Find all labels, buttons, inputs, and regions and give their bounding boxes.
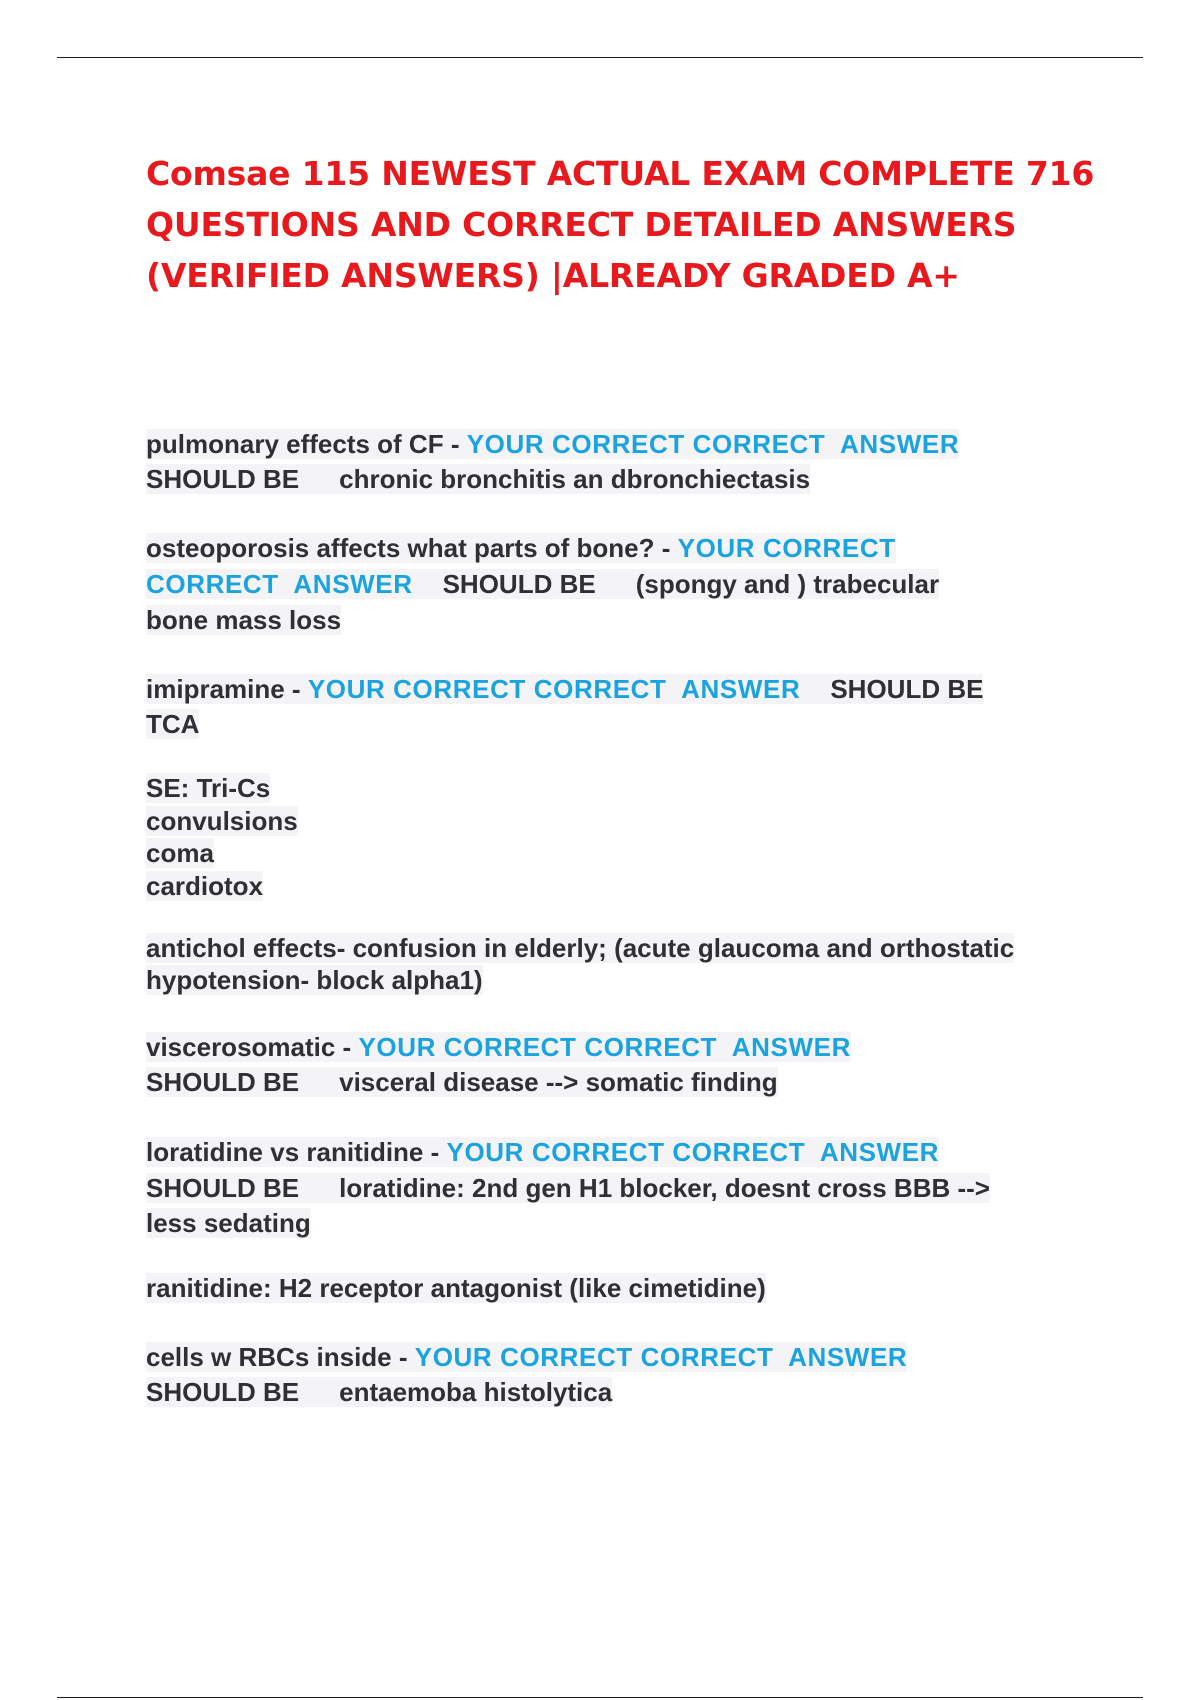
- answer-text: bone mass loss: [146, 605, 342, 635]
- qa-item: [146, 672, 1106, 742]
- note-line: hypotension- block alpha1): [146, 965, 483, 995]
- note-line: SE: Tri-Cs: [146, 773, 271, 803]
- qa-item: [146, 427, 1106, 497]
- answer-text: chronic bronchitis an dbronchiectasis: [339, 464, 811, 494]
- notes-block: [146, 772, 1106, 902]
- should-be-label: SHOULD BE: [146, 1377, 300, 1407]
- qa-item: [146, 1340, 1106, 1410]
- should-be-label: SHOULD BE: [146, 1067, 300, 1097]
- title-line: Comsae 115 NEWEST ACTUAL EXAM COMPLETE 716: [146, 154, 1095, 193]
- question-text: loratidine vs ranitidine -: [146, 1137, 447, 1167]
- answer-text: (spongy and ) trabecular: [635, 569, 940, 599]
- notes-block: [146, 932, 1106, 996]
- answer-text: visceral disease --> somatic finding: [339, 1067, 778, 1097]
- answer-label: YOUR CORRECT CORRECT ANSWER: [466, 429, 960, 459]
- document-title: [146, 148, 1106, 301]
- note-line: coma: [146, 838, 214, 868]
- note-line: ranitidine: H2 receptor antagonist (like cimetidine): [146, 1273, 766, 1303]
- question-text: osteoporosis affects what parts of bone? -: [146, 533, 678, 563]
- notes-block: [146, 1271, 1106, 1306]
- note-line: cardiotox: [146, 870, 264, 901]
- note-line: convulsions: [146, 805, 298, 836]
- should-be-label: SHOULD BE: [146, 1173, 300, 1203]
- qa-item: [146, 531, 1106, 638]
- answer-label: YOUR CORRECT CORRECT ANSWER: [414, 1342, 908, 1372]
- answer-label: YOUR CORRECT: [677, 533, 896, 563]
- question-text: viscerosomatic -: [146, 1032, 359, 1062]
- answer-label: CORRECT ANSWER: [146, 569, 413, 599]
- should-be-label: SHOULD BE: [146, 464, 300, 494]
- answer-text: entaemoba histolytica: [339, 1377, 613, 1407]
- qa-item: [146, 1134, 1106, 1241]
- answer-text: TCA: [146, 709, 200, 739]
- should-be-label: SHOULD BE: [830, 674, 984, 704]
- question-text: imipramine -: [146, 674, 308, 704]
- note-line: antichol effects- confusion in elderly; (acute glaucoma and orthostatic: [146, 933, 1015, 963]
- answer-label: YOUR CORRECT CORRECT ANSWER: [307, 674, 801, 704]
- answer-label: YOUR CORRECT CORRECT ANSWER: [358, 1032, 851, 1062]
- answer-text: less sedating: [146, 1208, 311, 1238]
- title-line: (VERIFIED ANSWERS) |ALREADY GRADED A+: [146, 256, 960, 295]
- question-text: cells w RBCs inside -: [146, 1342, 415, 1372]
- top-rule: [57, 57, 1143, 58]
- should-be-label: SHOULD BE: [442, 569, 596, 599]
- answer-label: YOUR CORRECT CORRECT ANSWER: [446, 1137, 940, 1167]
- qa-item: [146, 1030, 1106, 1100]
- qa-list: [146, 427, 1106, 1410]
- question-text: pulmonary effects of CF -: [146, 429, 467, 459]
- bottom-rule: [57, 1697, 1143, 1698]
- title-line: QUESTIONS AND CORRECT DETAILED ANSWERS: [146, 205, 1017, 244]
- answer-text: loratidine: 2nd gen H1 blocker, doesnt cross BBB -->: [339, 1173, 990, 1203]
